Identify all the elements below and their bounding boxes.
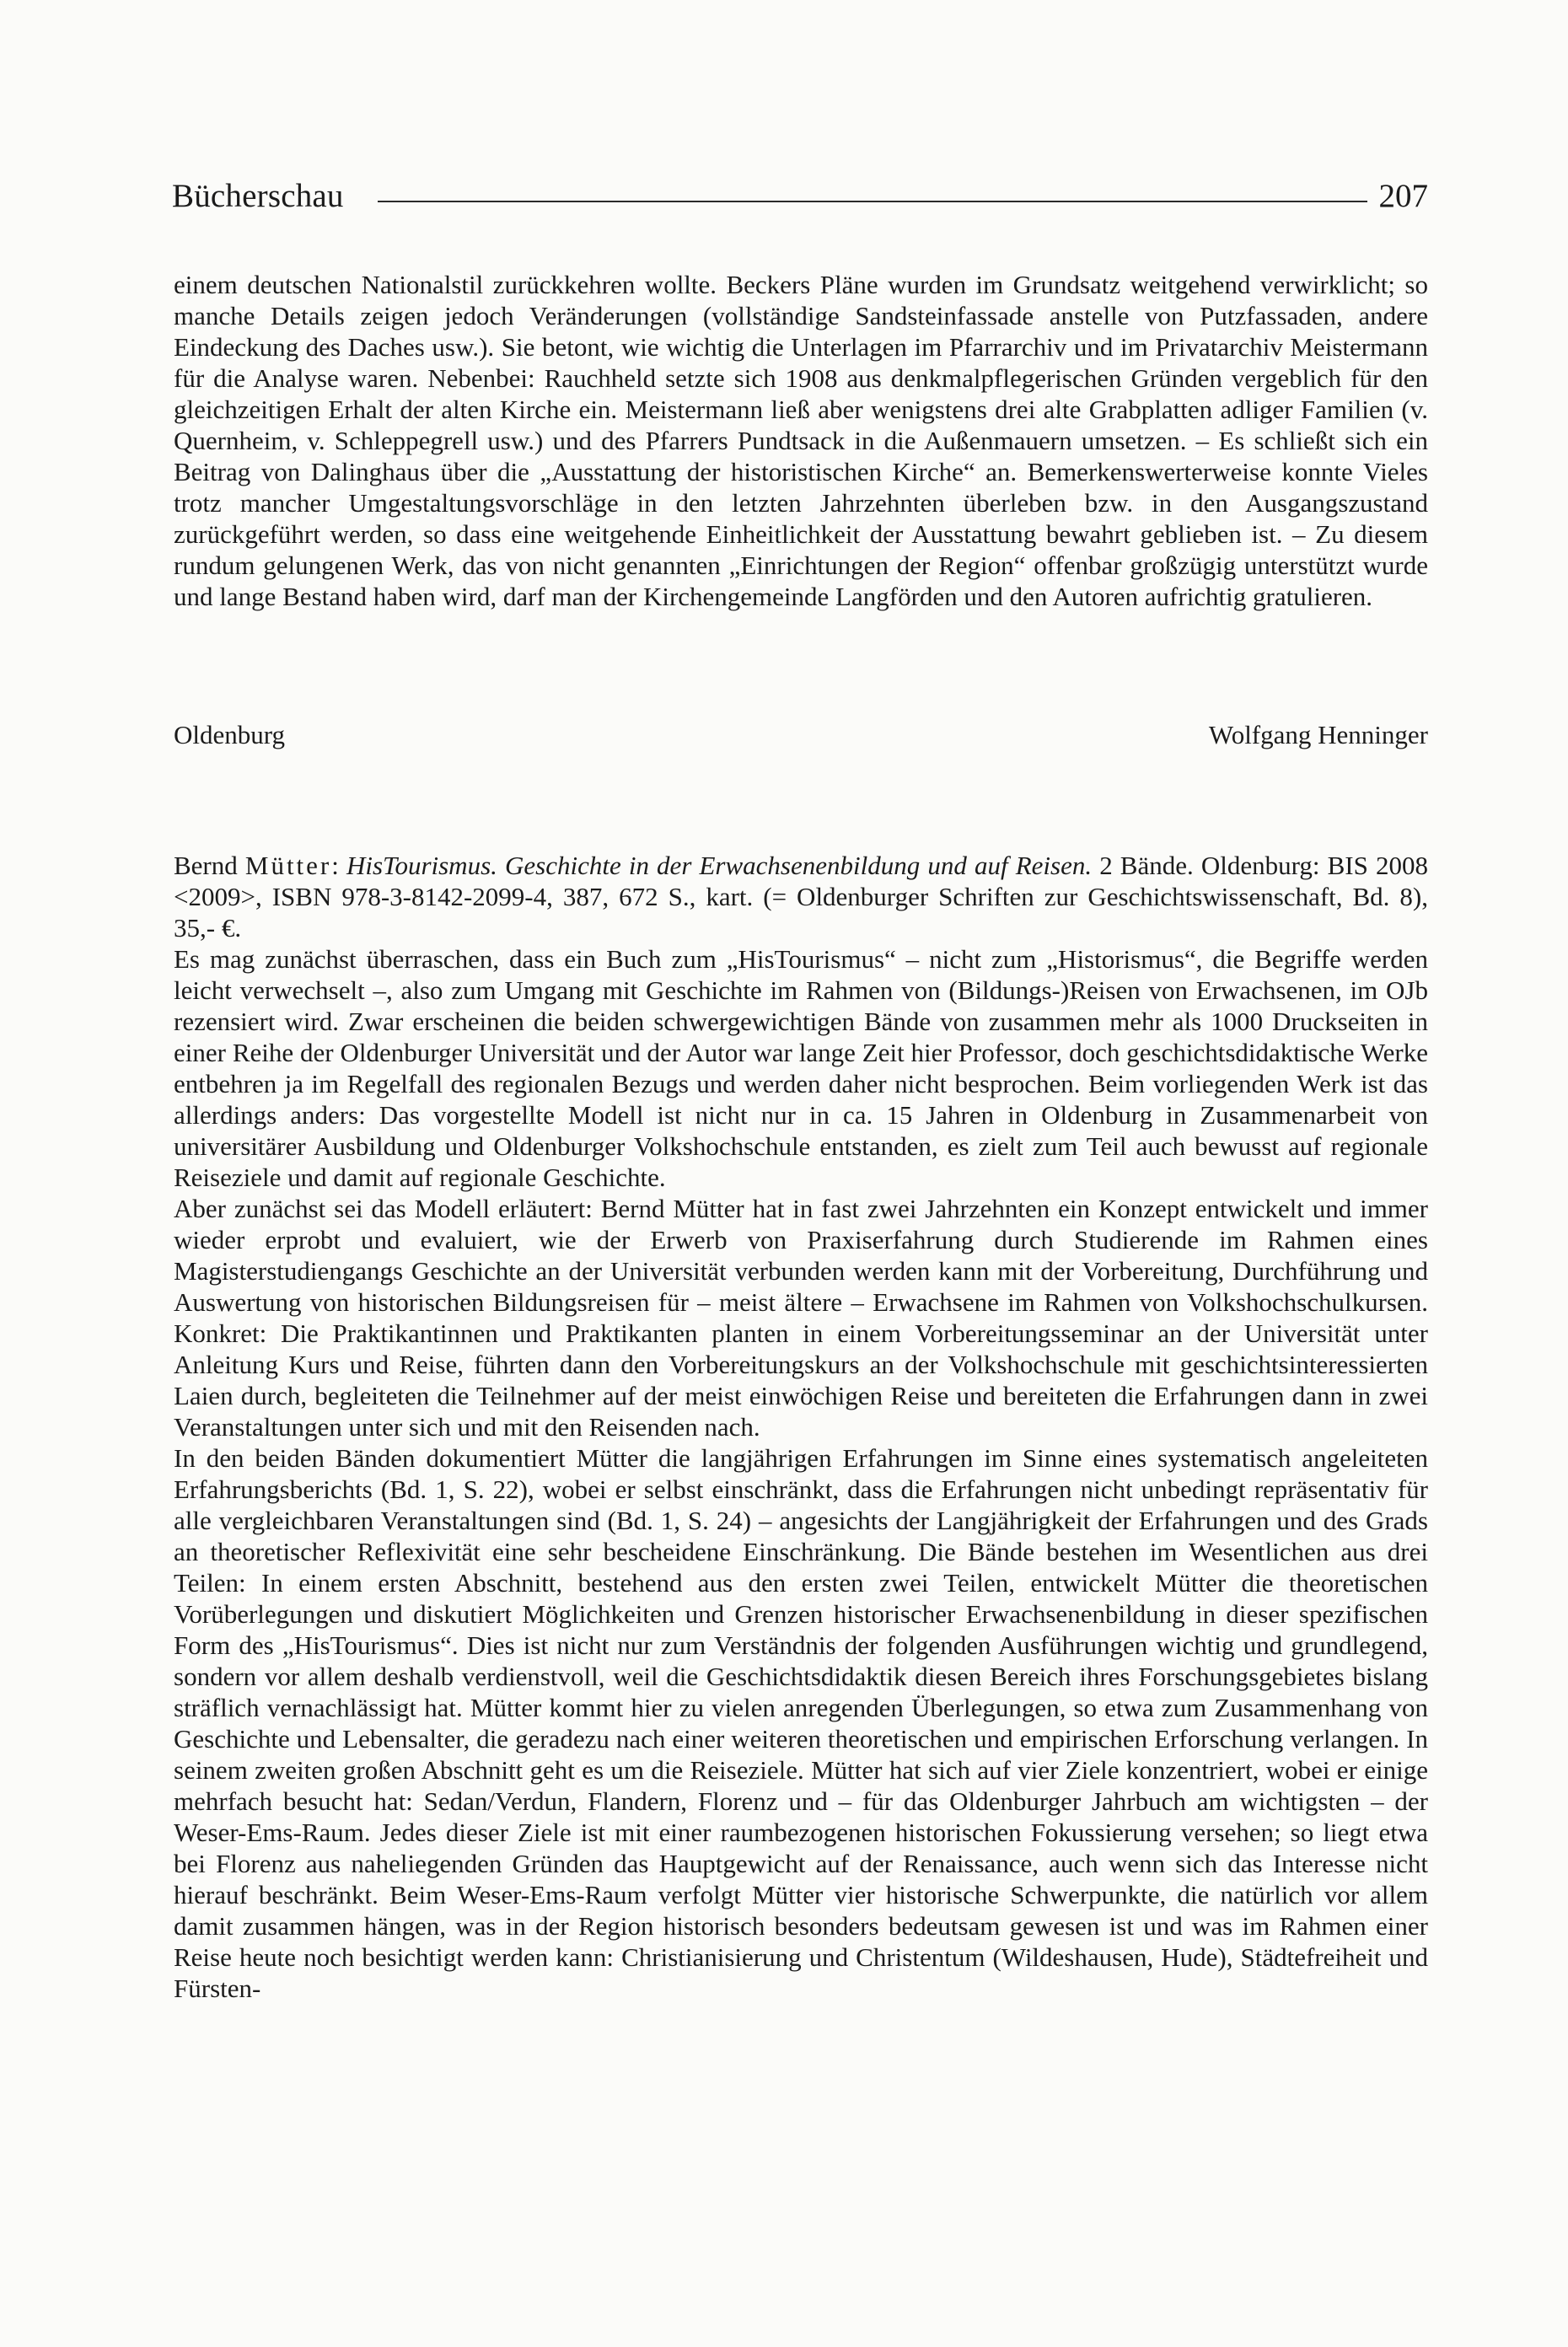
bibliographic-entry [174,850,1428,943]
previous-review-continuation [174,269,1428,612]
page-number: 207 [1378,178,1428,214]
signature-author: Wolfgang Henninger [1208,720,1428,749]
paragraph: Aber zunächst sei das Modell erläutert: Bernd Mütter hat in fast zwei Jahrzehnten ein Konzept entwickelt und immer wieder erprobt und evaluiert, wie der Erwerb von Praxiserfahrung durch Studierende im Rahmen eines Magisterstudiengangs Geschichte an der Universität verbunden werden kann mit der Vorbereitung, Durchführung und Auswertung von historischen Bildungsreisen für – meist ältere – Erwachsene im Rahmen von Volkshochschulkursen. Konkret: Die Praktikantinnen und Praktikanten planten in einem Vorbereitungsseminar an der Universität unter Anleitung Kurs und Reise, führten dann den Vorbereitungskurs an der Volkshochschule mit geschichtsinteressierten Laien durch, begleiteten die Teilnehmer auf der meist einwöchigen Reise und bereiteten die Erfahrungen dann in zwei Veranstaltungen unter sich und mit den Reisenden nach. [174,1194,1428,1442]
review-author-last: Mütter [244,851,332,880]
paragraph: Es mag zunächst überraschen, dass ein Buch zum „HisTourismus“ – nicht zum „Historismus“, die Begriffe werden leicht verwechselt –, also zum Umgang mit Geschichte im Rahmen von (Bildungs-)Reisen von Erwachsenen, im OJb rezensiert wird. Zwar erscheinen die beiden schwergewichtigen Bände von zusammen mehr als 1000 Druckseiten in einer Reihe der Oldenburger Universität und der Autor war lange Zeit hier Professor, doch geschichtsdidaktische Werke entbehren ja im Regelfall des regionalen Bezugs und werden daher nicht besprochen. Beim vorliegenden Werk ist das allerdings anders: Das vorgestellte Modell ist nicht nur in ca. 15 Jahren in Oldenburg in Zusammenarbeit von universitärer Ausbildung und Oldenburger Volkshochschule entstanden, es zielt zum Teil auch bewusst auf regionale Reiseziele und damit auf regionale Geschichte. [174,944,1428,1192]
bibliographic-details: 2 Bände. Oldenburg: BIS 2008 <2009>, ISBN 978-3-8142-2099-4, 387, 672 S., kart. (= Oldenburger Schriften zur Geschichtswissenschaft, Bd. 8), 35,- €. [174,851,1428,943]
review-signature [174,719,1428,750]
book-review [174,850,1428,2004]
header-rule [378,201,1367,202]
review-author-first: Bernd [174,851,245,880]
paragraph: In den beiden Bänden dokumentiert Mütter die langjährigen Erfahrungen im Sinne eines systematisch angeleiteten Erfahrungsberichts (Bd. 1, S. 22), wobei er selbst einschränkt, dass die Erfahrungen nicht unbedingt repräsentativ für alle vergleichbaren Veranstaltungen sind (Bd. 1, S. 24) – angesichts der Langjährigkeit der Erfahrungen und des Grads an theoretischer Reflexivität eine sehr bescheidene Einschränkung. Die Bände bestehen im Wesentlichen aus drei Teilen: In einem ersten Abschnitt, bestehend aus den ersten zwei Teilen, entwickelt Mütter die theoretischen Vorüberlegungen und diskutiert Möglichkeiten und Grenzen historischer Erwachsenenbildung in dieser spezifischen Form des „HisTourismus“. Dies ist nicht nur zum Verständnis der folgenden Ausführungen wichtig und grundlegend, sondern vor allem deshalb verdienstvoll, weil die Geschichtsdidaktik diesen Bereich ihres Forschungsgebietes bislang sträflich vernachlässigt hat. Mütter kommt hier zu vielen anregenden Überlegungen, so etwa zum Zusammenhang von Geschichte und Lebensalter, die geradezu nach einer weiteren theoretischen und empirischen Erforschung verlangen. In seinem zweiten großen Abschnitt geht es um die Reiseziele. Mütter hat sich auf vier Ziele konzentriert, wobei er einige mehrfach besucht hat: Sedan/Verdun, Flandern, Florenz und – für das Oldenburger Jahrbuch am wichtigsten – der Weser-Ems-Raum. Jedes dieser Ziele ist mit einer raumbezogenen historischen Fokussierung versehen; so liegt etwa bei Florenz aus naheliegenden Gründen das Hauptgewicht auf der Renaissance, auch wenn sich das Interesse nicht hierauf beschränkt. Beim Weser-Ems-Raum verfolgt Mütter vier historische Schwerpunkte, die natürlich vor allem damit zusammen hängen, was in der Region historisch besonders bedeutsam gewesen ist und was im Rahmen einer Reise heute noch besichtigt werden kann: Christianisierung und Christentum (Wildeshausen, Hude), Städtefreiheit und Fürsten- [174,1443,1428,2003]
section-title: Bücherschau [172,178,344,214]
running-header [172,165,1428,212]
review-author-sep: : [331,851,346,880]
signature-place: Oldenburg [174,720,286,749]
book-title: HisTourismus. Geschichte in der Erwachsenenbildung und auf Reisen. [346,851,1093,880]
paragraph: einem deutschen Nationalstil zurückkehren wollte. Beckers Pläne wurden im Grundsatz weitgehend verwirklicht; so manche Details zeigen jedoch Veränderungen (vollständige Sandsteinfassade anstelle von Putzfassaden, andere Eindeckung des Daches usw.). Sie betont, wie wichtig die Unterlagen im Pfarrarchiv und im Privatarchiv Meistermann für die Analyse waren. Nebenbei: Rauchheld setzte sich 1908 aus denkmalpflegerischen Gründen vergeblich für den gleichzeitigen Erhalt der alten Kirche ein. Meistermann ließ aber wenigstens drei alte Grabplatten adliger Familien (v. Quernheim, v. Schleppegrell usw.) und des Pfarrers Pundtsack in die Außenmauern umsetzen. – Es schließt sich ein Beitrag von Dalinghaus über die „Ausstattung der historistischen Kirche“ an. Bemerkenswerterweise konnte Vieles trotz mancher Umgestaltungsvorschläge in den letzten Jahrzehnten überleben bzw. in den Ausgangszustand zurückgeführt werden, so dass eine weitgehende Einheitlichkeit der Ausstattung bewahrt geblieben ist. – Zu diesem rundum gelungenen Werk, das von nicht genannten „Einrichtungen der Region“ offenbar großzügig unterstützt wurde und lange Bestand haben wird, darf man der Kirchengemeinde Langförden und den Autoren aufrichtig gratulieren. [174,270,1428,611]
